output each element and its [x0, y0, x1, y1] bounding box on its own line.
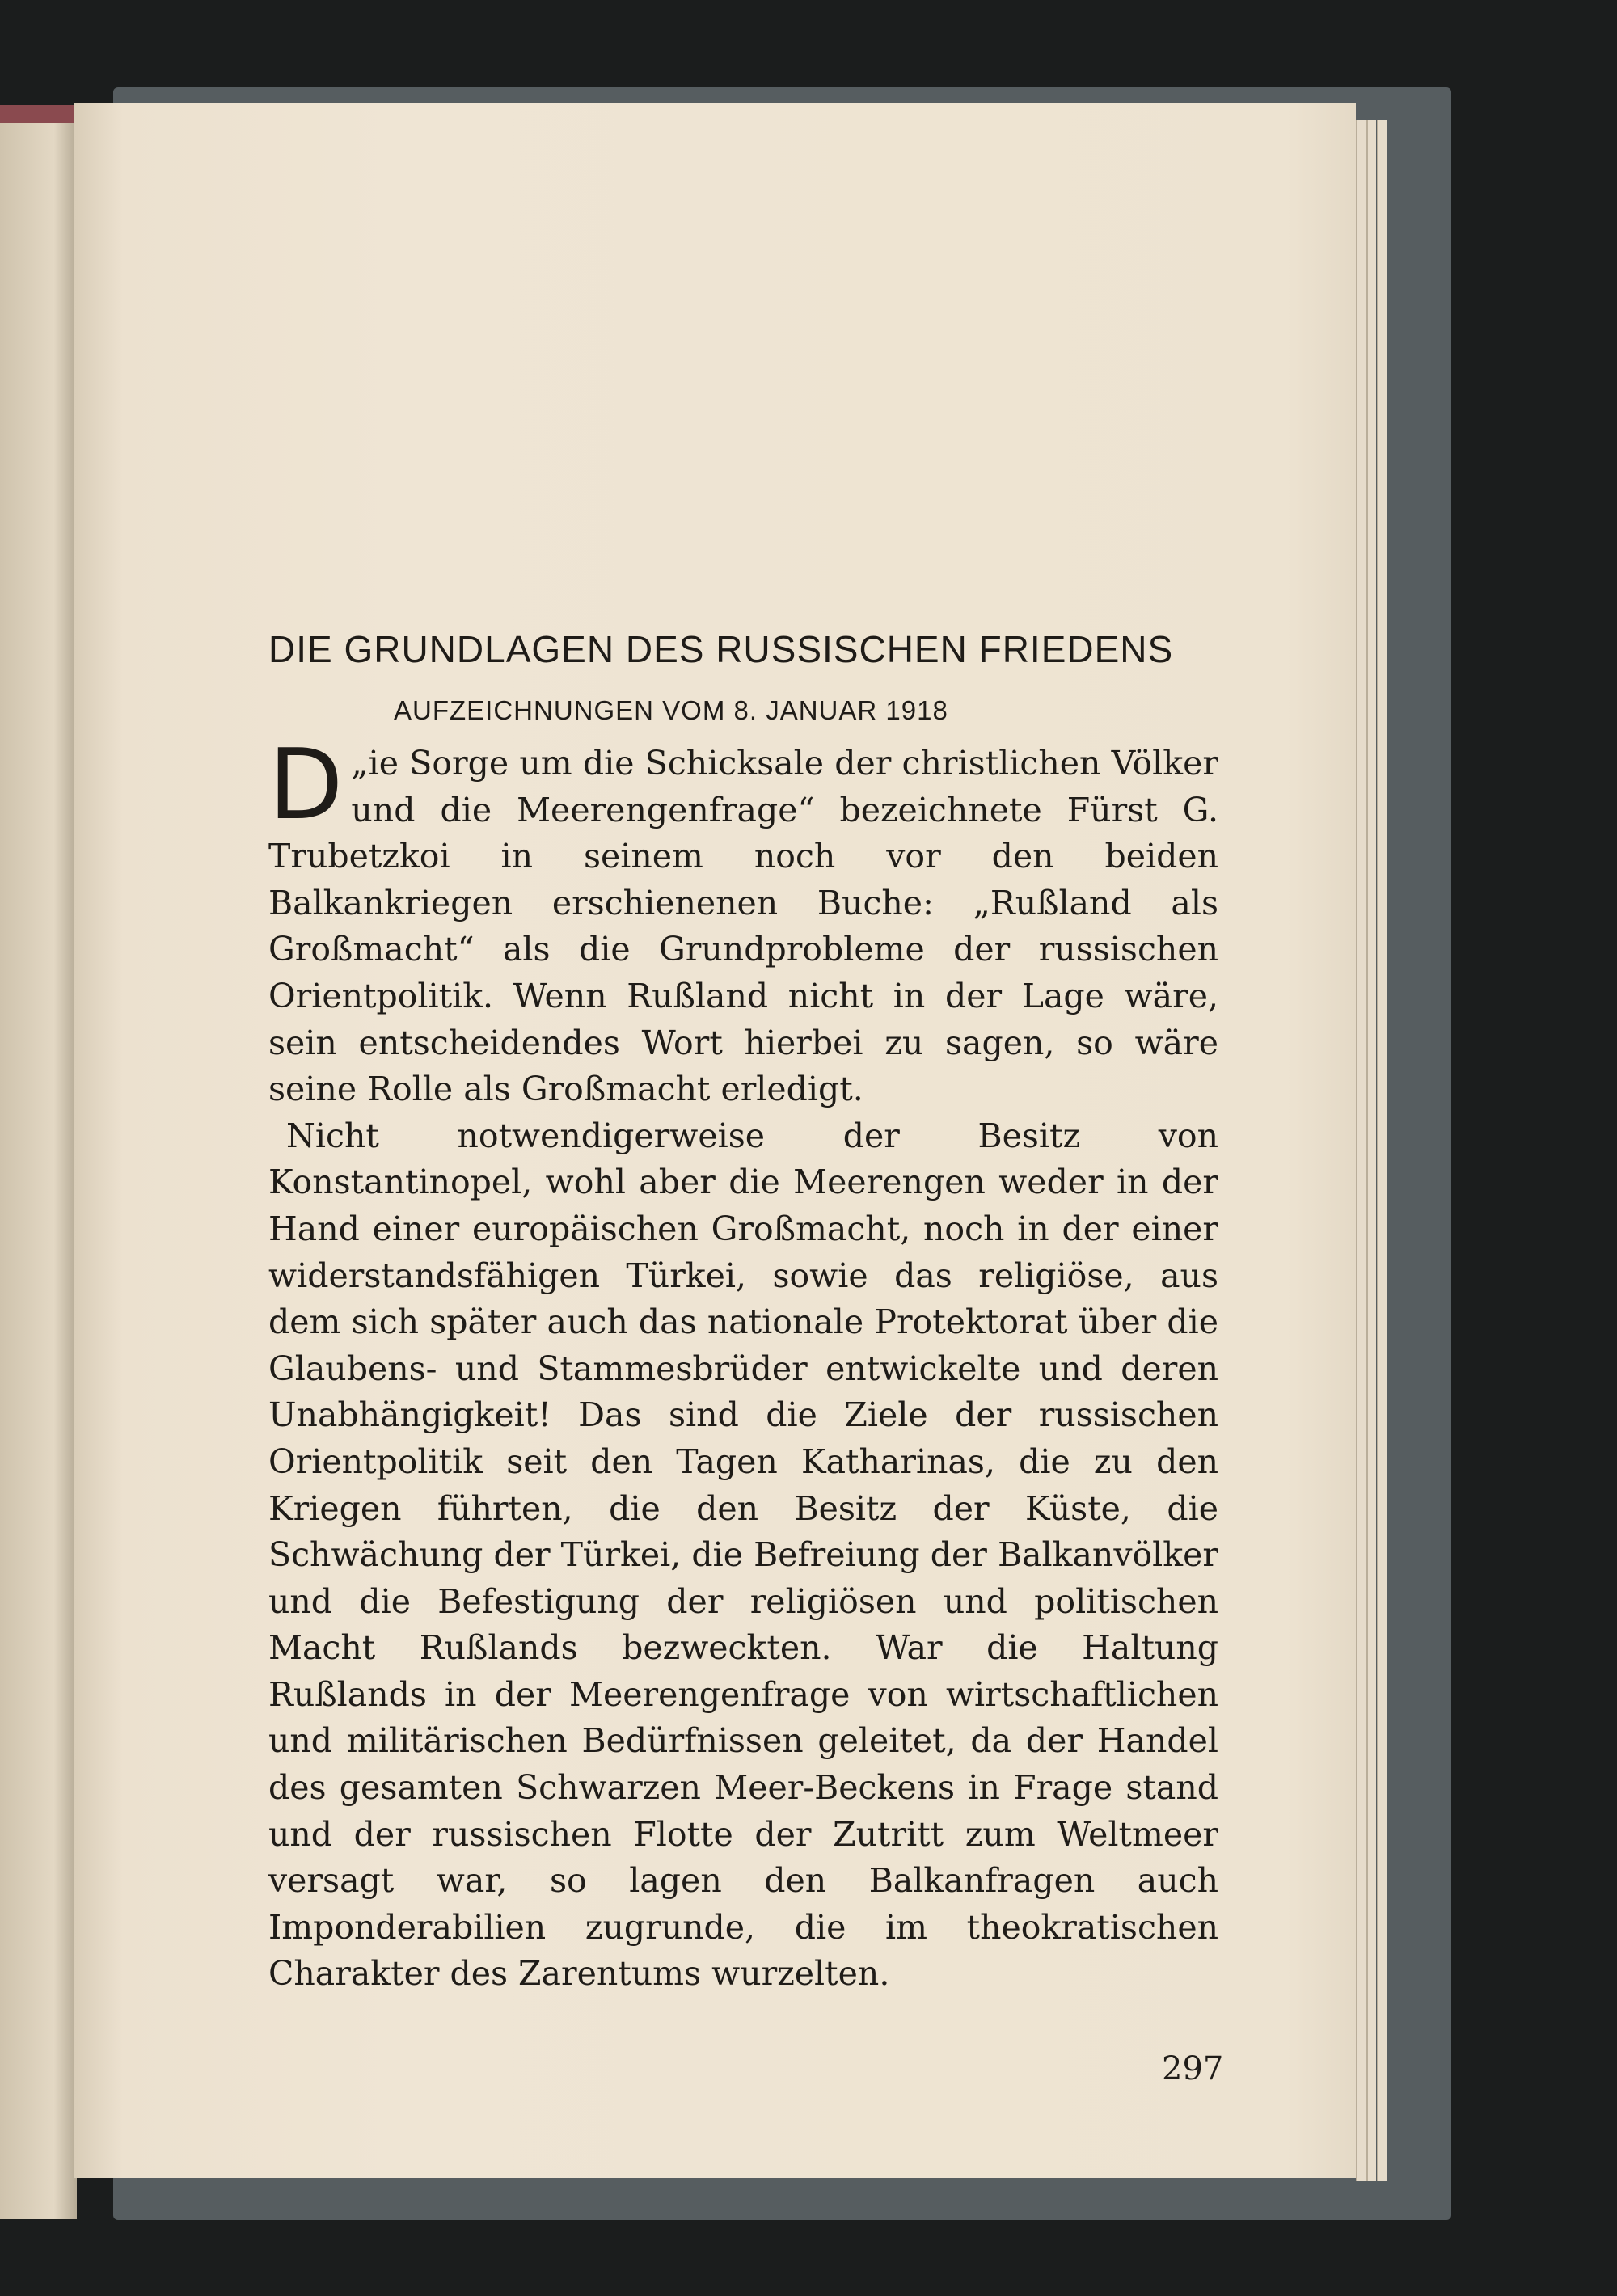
left-page-edge — [0, 121, 77, 2219]
book-page — [74, 103, 1356, 2178]
page-fore-edge — [1366, 120, 1376, 2181]
chapter-subtitle: AUFZEICHNUNGEN VOM 8. JANUAR 1918 — [394, 695, 948, 725]
chapter-title: DIE GRUNDLAGEN DES RUSSISCHEN FRIEDENS — [268, 628, 1174, 670]
page-fore-edge — [1377, 120, 1387, 2181]
page-fore-edge — [1356, 120, 1366, 2181]
paragraph-2: Nicht notwendigerweise der Besitz von Konstantinopel, wohl aber die Meerengen weder in der Hand einer europäischen Großmacht, noch in der einer widerstandsfähigen Türkei, sowie das religiöse, aus dem sich später auch das nationale Protektorat über die Glaubens- und Stammesbrüder entwickelte und deren Unabhängigkeit! Das sind die Ziele der russischen Orientpolitik seit den Tagen Katharinas, die zu den Kriegen führten, die den Besitz der Küste, die Schwächung der Türkei, die Befreiung der Balkanvölker und die Befestigung der religiösen und politischen Macht Rußlands bezweckten. War die Haltung Rußlands in der Meerengenfrage von wirtschaftlichen und militärischen Bedürfnissen geleitet, da der Handel des gesamten Schwarzen Meer-Beckens in Frage stand und der russischen Flotte der Zutritt zum Weltmeer versagt war, so lagen den Balkanfragen auch Imponderabilien zugrunde, die im theokratischen Charakter des Zarentums wurzelten. — [268, 1116, 1218, 1994]
headband — [0, 105, 81, 123]
drop-cap: D — [268, 729, 344, 842]
paragraph-1 — [268, 729, 1218, 1113]
paragraph-1-text: „ie Sorge um die Schicksale der christlichen Völker und die Meerengenfrage“ bezeichnete Fürst G. Trubetzkoi in seinem noch vor den beiden Balkankriegen erschienenen Buche: „Rußland als Großmacht“ als die Grundprobleme der russischen Orientpolitik. Wenn Rußland nicht in der Lage wäre, sein entscheidendes Wort hierbei zu sagen, so wäre seine Rolle als Großmacht erledigt. — [268, 744, 1218, 1109]
page-number: 297 — [1162, 2050, 1224, 2087]
page-content — [268, 627, 1218, 1998]
